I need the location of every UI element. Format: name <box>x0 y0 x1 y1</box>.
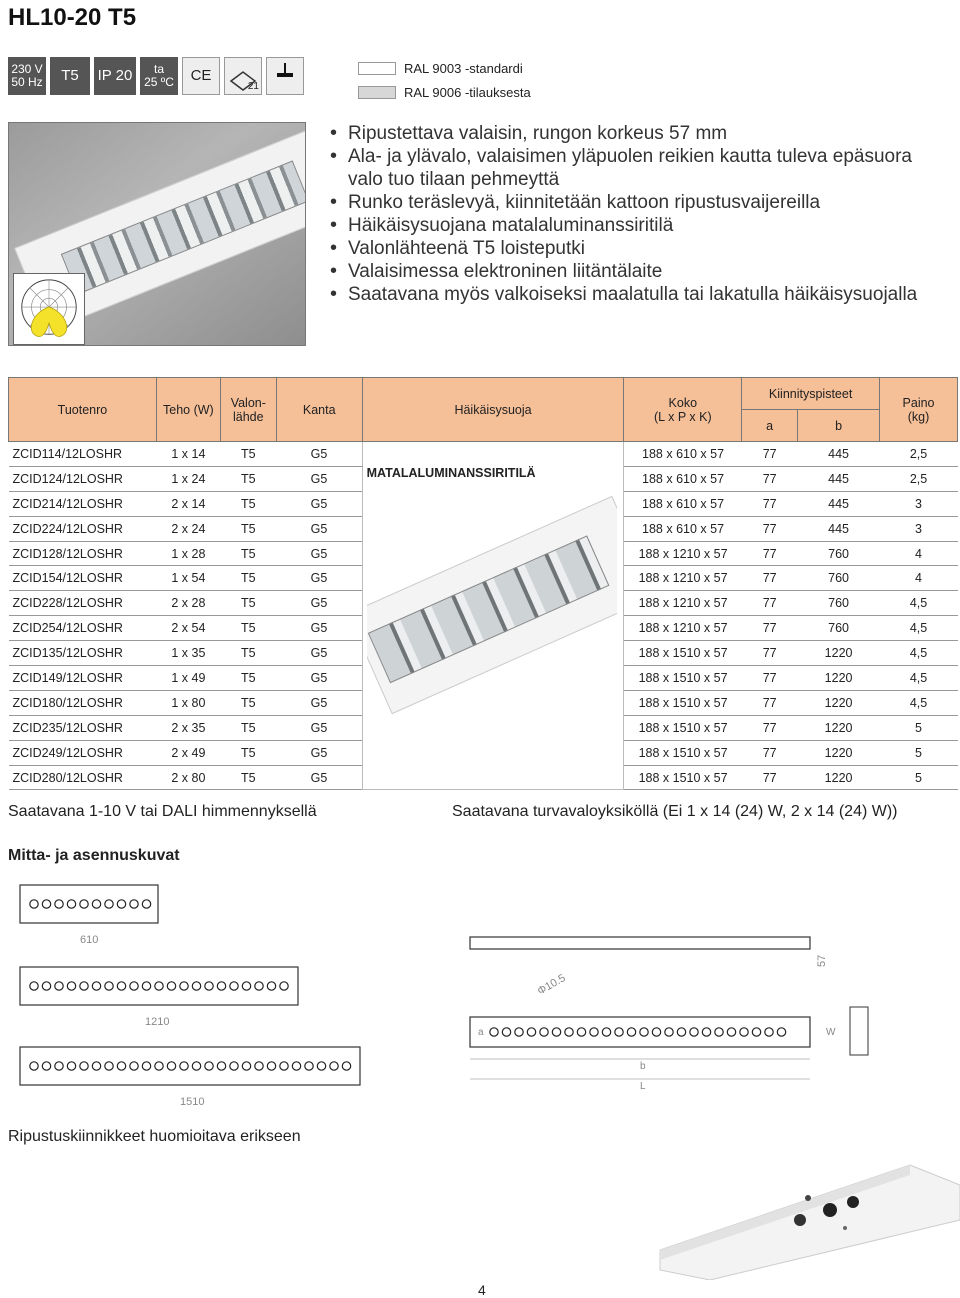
cell-weight: 2,5 <box>880 442 958 467</box>
hole-mark <box>515 1028 523 1036</box>
hole-mark <box>180 1062 188 1070</box>
hole-diameter-label: Φ10.5 <box>535 972 568 998</box>
page-number: 4 <box>478 1282 486 1298</box>
cell-source: T5 <box>220 541 276 566</box>
cell-size: 188 x 1210 x 57 <box>624 566 742 591</box>
col-size <box>624 378 742 442</box>
hole-mark <box>615 1028 623 1036</box>
feature-item: • Häikäisysuojana matalaluminanssiritilä <box>330 214 950 237</box>
hole-mark <box>130 900 138 908</box>
emergency-note: Saatavana turvavaloyksiköllä (Ei 1 x 14 (24) W, 2 x 14 (24) W)) <box>452 803 898 820</box>
dim-a-label: a <box>478 1027 484 1038</box>
col-mount-b: b <box>798 410 880 442</box>
col-size-line2: (L x P x K) <box>653 409 712 424</box>
cell-size: 188 x 1510 x 57 <box>624 666 742 691</box>
hole-mark <box>752 1028 760 1036</box>
cell-base: G5 <box>276 666 362 691</box>
side-view <box>470 937 828 967</box>
col-glare: Häikäisysuoja <box>362 378 624 442</box>
cell-size: 188 x 1510 x 57 <box>624 740 742 765</box>
feature-item: • Valonlähteenä T5 loisteputki <box>330 237 950 260</box>
ce-mark-text: CE <box>190 67 212 85</box>
cell-base: G5 <box>276 491 362 516</box>
hole-mark <box>305 1062 313 1070</box>
hole-mark <box>92 982 100 990</box>
hole-mark <box>42 1062 50 1070</box>
cell-product: ZCID235/12LOSHR <box>9 715 157 740</box>
hole-mark <box>242 982 250 990</box>
product-table <box>8 377 958 790</box>
cell-product: ZCID128/12LOSHR <box>9 541 157 566</box>
col-base: Kanta <box>276 378 362 442</box>
table-row <box>9 442 958 467</box>
hole-mark <box>167 982 175 990</box>
hole-mark <box>280 982 288 990</box>
col-mount: Kiinnityspisteet <box>742 378 880 410</box>
cell-mount-a: 77 <box>742 516 798 541</box>
cell-weight: 4,5 <box>880 690 958 715</box>
hole-mark <box>627 1028 635 1036</box>
mounting-icon-badge <box>266 57 304 95</box>
hole-mark <box>727 1028 735 1036</box>
louvre-grid <box>367 535 609 683</box>
hole-mark <box>80 982 88 990</box>
cell-product: ZCID135/12LOSHR <box>9 641 157 666</box>
cell-mount-a: 77 <box>742 666 798 691</box>
cell-mount-a: 77 <box>742 715 798 740</box>
dim-1210-label: 1210 <box>145 1016 170 1028</box>
louvre-grid <box>61 160 306 294</box>
hole-mark <box>230 1062 238 1070</box>
cell-mount-b: 1220 <box>798 740 880 765</box>
cell-product: ZCID114/12LOSHR <box>9 442 157 467</box>
hole-mark <box>230 982 238 990</box>
cell-mount-b: 760 <box>798 566 880 591</box>
cell-mount-b: 445 <box>798 516 880 541</box>
hole-mark <box>30 1062 38 1070</box>
col-weight-line2: (kg) <box>907 409 930 424</box>
cell-base: G5 <box>276 591 362 616</box>
hole-mark <box>67 900 75 908</box>
hole-mark <box>92 1062 100 1070</box>
cell-weight: 4,5 <box>880 591 958 616</box>
col-size-line1: Koko <box>668 395 698 410</box>
feature-item: • Valaisimessa elektroninen liitäntälaite <box>330 260 950 283</box>
cell-base: G5 <box>276 516 362 541</box>
cell-product: ZCID124/12LOSHR <box>9 466 157 491</box>
table-body <box>9 442 958 790</box>
dim-57-label: 57 <box>816 954 828 967</box>
dim-l-label: L <box>640 1081 646 1092</box>
ce-mark-badge <box>182 57 220 95</box>
lamp-type-text: T5 <box>61 67 79 85</box>
hole-mark <box>267 982 275 990</box>
cell-weight: 2,5 <box>880 466 958 491</box>
cell-mount-a: 77 <box>742 616 798 641</box>
cell-product: ZCID214/12LOSHR <box>9 491 157 516</box>
hole-mark <box>55 1062 63 1070</box>
cell-weight: 5 <box>880 740 958 765</box>
cell-product: ZCID280/12LOSHR <box>9 765 157 790</box>
cell-size: 188 x 1510 x 57 <box>624 641 742 666</box>
hole-mark <box>117 982 125 990</box>
ral-option-label: RAL 9003 -standardi <box>404 60 523 76</box>
cell-mount-b: 1220 <box>798 690 880 715</box>
cell-power: 2 x 80 <box>156 765 220 790</box>
cell-base: G5 <box>276 641 362 666</box>
cell-size: 188 x 610 x 57 <box>624 491 742 516</box>
hole-mark <box>255 1062 263 1070</box>
cell-power: 2 x 14 <box>156 491 220 516</box>
hole-mark <box>702 1028 710 1036</box>
cell-mount-b: 760 <box>798 591 880 616</box>
cell-weight: 3 <box>880 491 958 516</box>
ral-9006-swatch <box>358 86 396 99</box>
suspension-icon <box>270 61 300 91</box>
cell-weight: 4,5 <box>880 616 958 641</box>
drawing-610 <box>20 885 158 946</box>
hole-mark <box>92 900 100 908</box>
hole-mark <box>30 982 38 990</box>
ambient-temp-badge <box>140 57 178 95</box>
hole-mark <box>205 1062 213 1070</box>
cell-source: T5 <box>220 666 276 691</box>
drawing-1210 <box>20 967 298 1028</box>
hole-mark <box>677 1028 685 1036</box>
cell-weight: 3 <box>880 516 958 541</box>
cell-size: 188 x 1210 x 57 <box>624 616 742 641</box>
hole-mark <box>740 1028 748 1036</box>
hole-mark <box>142 900 150 908</box>
cell-mount-a: 77 <box>742 442 798 467</box>
cell-size: 188 x 1210 x 57 <box>624 541 742 566</box>
cell-size: 188 x 1510 x 57 <box>624 690 742 715</box>
cell-base: G5 <box>276 616 362 641</box>
lamp-type-badge <box>50 57 90 95</box>
dimming-note: Saatavana 1-10 V tai DALI himmennyksellä <box>8 803 317 820</box>
cell-power: 2 x 35 <box>156 715 220 740</box>
feature-list <box>330 122 950 306</box>
hole-mark <box>105 900 113 908</box>
voltage-badge <box>8 57 46 95</box>
hole-mark <box>317 1062 325 1070</box>
cell-base: G5 <box>276 442 362 467</box>
cell-source: T5 <box>220 616 276 641</box>
cell-size: 188 x 610 x 57 <box>624 466 742 491</box>
cell-source: T5 <box>220 641 276 666</box>
hole-mark <box>142 1062 150 1070</box>
cell-power: 1 x 54 <box>156 566 220 591</box>
col-source-line2: lähde <box>233 409 264 424</box>
cell-power: 1 x 80 <box>156 690 220 715</box>
cell-power: 1 x 24 <box>156 466 220 491</box>
hole-mark <box>242 1062 250 1070</box>
hole-mark <box>80 900 88 908</box>
hole-mark <box>602 1028 610 1036</box>
cell-base: G5 <box>276 466 362 491</box>
cell-source: T5 <box>220 690 276 715</box>
cell-product: ZCID249/12LOSHR <box>9 740 157 765</box>
hole-mark <box>565 1028 573 1036</box>
hole-mark <box>330 1062 338 1070</box>
product-photo <box>8 122 306 346</box>
hole-mark <box>527 1028 535 1036</box>
hole-mark <box>30 900 38 908</box>
hole-mark <box>67 1062 75 1070</box>
hole-mark <box>267 1062 275 1070</box>
ral-option-label: RAL 9006 -tilauksesta <box>404 84 531 100</box>
cell-weight: 4 <box>880 541 958 566</box>
brackets-note: Ripustuskiinnikkeet huomioitava erikseen <box>8 1128 301 1145</box>
cell-base: G5 <box>276 541 362 566</box>
hole-mark <box>130 982 138 990</box>
hole-mark <box>502 1028 510 1036</box>
cell-source: T5 <box>220 491 276 516</box>
light-distribution-diagram <box>13 273 85 345</box>
spec-badges <box>8 57 304 95</box>
ral-9003-swatch <box>358 62 396 75</box>
cell-mount-b: 760 <box>798 616 880 641</box>
fixture-top-photo <box>640 1140 960 1280</box>
cell-mount-b: 445 <box>798 442 880 467</box>
hole-mark <box>67 982 75 990</box>
ip-rating-text: IP 20 <box>97 67 133 85</box>
cell-power: 2 x 28 <box>156 591 220 616</box>
hole-mark <box>142 982 150 990</box>
hole-mark <box>665 1028 673 1036</box>
cell-weight: 5 <box>880 715 958 740</box>
cell-size: 188 x 1510 x 57 <box>624 765 742 790</box>
cell-mount-b: 1220 <box>798 641 880 666</box>
hole-mark <box>55 900 63 908</box>
cell-power: 1 x 28 <box>156 541 220 566</box>
hole-mark <box>105 982 113 990</box>
cell-product: ZCID224/12LOSHR <box>9 516 157 541</box>
cell-product: ZCID254/12LOSHR <box>9 616 157 641</box>
cell-product: ZCID149/12LOSHR <box>9 666 157 691</box>
cell-mount-a: 77 <box>742 591 798 616</box>
hole-mark <box>640 1028 648 1036</box>
hole-mark <box>205 982 213 990</box>
top-view <box>470 972 868 1092</box>
cell-mount-b: 445 <box>798 491 880 516</box>
cell-power: 2 x 24 <box>156 516 220 541</box>
voltage-text: 230 V 50 Hz <box>11 62 43 89</box>
hole-mark <box>55 982 63 990</box>
col-source <box>220 378 276 442</box>
ambient-temp-text: ta 25 ºC <box>144 62 174 89</box>
hole-mark <box>552 1028 560 1036</box>
hole-mark <box>105 1062 113 1070</box>
drawing-1510 <box>20 1047 360 1108</box>
cell-source: T5 <box>220 740 276 765</box>
cell-source: T5 <box>220 516 276 541</box>
fixture-body <box>367 496 617 714</box>
enec-mark-text: 21 <box>247 80 259 92</box>
cell-weight: 4,5 <box>880 641 958 666</box>
cell-power: 2 x 49 <box>156 740 220 765</box>
cell-product: ZCID228/12LOSHR <box>9 591 157 616</box>
col-mount-a: a <box>742 410 798 442</box>
hole-mark <box>167 1062 175 1070</box>
cell-source: T5 <box>220 466 276 491</box>
cell-mount-a: 77 <box>742 740 798 765</box>
hole-mark <box>217 982 225 990</box>
hole-mark <box>180 982 188 990</box>
enec-icon <box>229 70 259 92</box>
cell-mount-a: 77 <box>742 641 798 666</box>
cell-mount-a: 77 <box>742 566 798 591</box>
cell-mount-a: 77 <box>742 491 798 516</box>
cell-weight: 4 <box>880 566 958 591</box>
dim-b-label: b <box>640 1061 646 1072</box>
hole-mark <box>155 982 163 990</box>
col-source-line1: Valon- <box>230 395 266 410</box>
hole-mark <box>590 1028 598 1036</box>
cell-base: G5 <box>276 566 362 591</box>
hole-mark <box>342 1062 350 1070</box>
hole-mark <box>765 1028 773 1036</box>
cell-source: T5 <box>220 591 276 616</box>
hole-mark <box>117 1062 125 1070</box>
feature-item: • Runko teräslevyä, kiinnitetään kattoon ripustusvaijereilla <box>330 191 950 214</box>
feature-item: • Saatavana myös valkoiseksi maalatulla tai lakatulla häikäisysuojalla <box>330 283 950 306</box>
hole-mark <box>652 1028 660 1036</box>
col-weight <box>880 378 958 442</box>
hole-mark <box>715 1028 723 1036</box>
cell-mount-a: 77 <box>742 765 798 790</box>
ral-option <box>358 80 531 104</box>
ral-color-options <box>358 56 531 104</box>
cell-mount-b: 1220 <box>798 666 880 691</box>
dim-1510-label: 1510 <box>180 1096 205 1108</box>
cell-weight: 5 <box>880 765 958 790</box>
hole-mark <box>490 1028 498 1036</box>
enec-mark-badge <box>224 57 262 95</box>
hole-mark <box>255 982 263 990</box>
cell-size: 188 x 1210 x 57 <box>624 591 742 616</box>
hole-mark <box>217 1062 225 1070</box>
cell-product: ZCID180/12LOSHR <box>9 690 157 715</box>
feature-item: • Ala- ja ylävalo, valaisimen yläpuolen reikien kautta tuleva epäsuora valo tuo tilaan pehmeyttä <box>330 145 950 191</box>
hole-mark <box>540 1028 548 1036</box>
hole-mark <box>577 1028 585 1036</box>
col-power: Teho (W) <box>156 378 220 442</box>
cell-source: T5 <box>220 566 276 591</box>
cell-base: G5 <box>276 715 362 740</box>
cell-power: 1 x 14 <box>156 442 220 467</box>
cell-weight: 4,5 <box>880 666 958 691</box>
cell-mount-b: 1220 <box>798 765 880 790</box>
hole-mark <box>690 1028 698 1036</box>
col-product: Tuotenro <box>9 378 157 442</box>
cell-mount-a: 77 <box>742 690 798 715</box>
hole-mark <box>42 900 50 908</box>
hole-mark <box>777 1028 785 1036</box>
hole-mark <box>192 1062 200 1070</box>
hole-mark <box>80 1062 88 1070</box>
drawings-heading: Mitta- ja asennuskuvat <box>8 847 180 864</box>
cell-source: T5 <box>220 442 276 467</box>
cell-base: G5 <box>276 690 362 715</box>
cell-source: T5 <box>220 765 276 790</box>
cell-product: ZCID154/12LOSHR <box>9 566 157 591</box>
cell-mount-b: 1220 <box>798 715 880 740</box>
cell-power: 1 x 49 <box>156 666 220 691</box>
hole-mark <box>192 982 200 990</box>
cell-mount-b: 445 <box>798 466 880 491</box>
dim-w-label: W <box>826 1027 836 1038</box>
cell-size: 188 x 610 x 57 <box>624 442 742 467</box>
cell-power: 1 x 35 <box>156 641 220 666</box>
page-title: HL10-20 T5 <box>8 4 137 31</box>
hole-mark <box>292 1062 300 1070</box>
hole-mark <box>130 1062 138 1070</box>
cell-size: 188 x 610 x 57 <box>624 516 742 541</box>
hole-mark <box>117 900 125 908</box>
glare-label: MATALALUMINANSSIRITILÄ <box>366 466 536 480</box>
dim-610-label: 610 <box>80 934 99 946</box>
hole-mark <box>42 982 50 990</box>
ral-option <box>358 56 531 80</box>
cell-source: T5 <box>220 715 276 740</box>
cell-base: G5 <box>276 765 362 790</box>
feature-item: • Ripustettava valaisin, rungon korkeus 57 mm <box>330 122 950 145</box>
col-weight-line1: Paino <box>902 395 935 410</box>
cell-base: G5 <box>276 740 362 765</box>
cell-mount-b: 760 <box>798 541 880 566</box>
ip-rating-badge <box>94 57 136 95</box>
cell-size: 188 x 1510 x 57 <box>624 715 742 740</box>
dimension-drawings <box>0 875 960 1125</box>
hole-mark <box>280 1062 288 1070</box>
cell-glare <box>362 442 624 790</box>
louvre-photo <box>367 460 617 760</box>
cell-power: 2 x 54 <box>156 616 220 641</box>
cell-mount-a: 77 <box>742 541 798 566</box>
cell-mount-a: 77 <box>742 466 798 491</box>
hole-mark <box>155 1062 163 1070</box>
